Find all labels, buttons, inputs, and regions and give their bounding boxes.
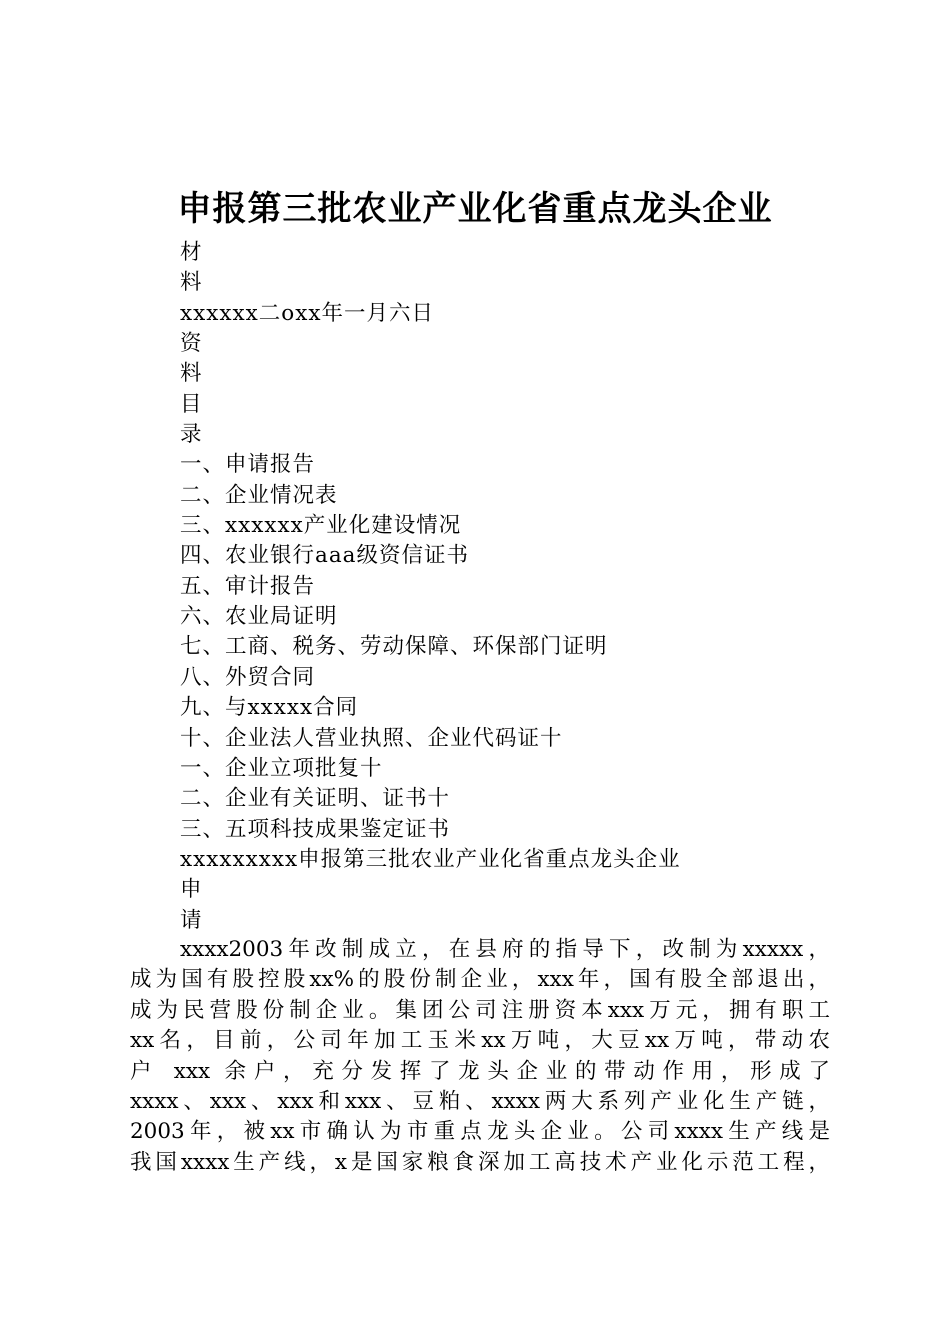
toc-item: 八、外贸合同 bbox=[180, 664, 316, 690]
toc-item: 二、企业情况表 bbox=[180, 482, 338, 508]
paragraph-line: xx名，目前，公司年加工玉米xx万吨，大豆xx万吨，带动农 bbox=[130, 1028, 830, 1054]
toc-item: 一、申请报告 bbox=[180, 452, 316, 478]
document-lines bbox=[180, 238, 860, 936]
document-title: 申报第三批农业产业化省重点龙头企业 bbox=[177, 189, 773, 229]
toc-item: 六、农业局证明 bbox=[180, 604, 338, 630]
date-line: xxxxxx二oxx年一月六日 bbox=[180, 300, 434, 326]
toc-item: 十、企业法人营业执照、企业代码证十 bbox=[180, 725, 563, 751]
toc-item: 七、工商、税务、劳动保障、环保部门证明 bbox=[180, 634, 608, 660]
paragraph-line: 成为国有股控股xx%的股份制企业，xxx年，国有股全部退出， bbox=[130, 967, 830, 993]
paragraph-line: 我国xxxx生产线，x是国家粮食深加工高技术产业化示范工程， bbox=[130, 1149, 830, 1175]
paragraph-line: 成为民营股份制企业。集团公司注册资本xxx万元，拥有职工 bbox=[130, 997, 830, 1023]
toc-item: 二、企业有关证明、证书十 bbox=[180, 786, 451, 812]
toc-item: 五、审计报告 bbox=[180, 573, 316, 599]
toc-item: 九、与xxxxx合同 bbox=[180, 695, 359, 721]
toc-item: 一、企业立项批复十 bbox=[180, 755, 383, 781]
text-line: 材 bbox=[180, 240, 203, 265]
toc-item: 四、农业银行aaa级资信证书 bbox=[180, 543, 469, 569]
paragraph-line: xxxx、xxx、xxx和xxx、豆粕、xxxx两大系列产业化生产链， bbox=[130, 1088, 830, 1114]
toc-item: 三、五项科技成果鉴定证书 bbox=[180, 816, 451, 842]
text-line: 资 bbox=[180, 331, 203, 357]
paragraph-line: 2003年，被xx市确认为市重点龙头企业。公司xxxx生产线是 bbox=[130, 1119, 830, 1145]
body-paragraph bbox=[130, 935, 830, 1178]
text-line: 请 bbox=[180, 907, 203, 933]
text-line: 申 bbox=[180, 877, 203, 903]
text-line: 料 bbox=[180, 270, 203, 296]
text-line: 录 bbox=[180, 422, 203, 448]
text-line: 目 bbox=[180, 391, 203, 417]
paragraph-line: 户 xxx 余户，充分发挥了龙头企业的带动作用，形成了 bbox=[130, 1058, 830, 1084]
text-line: 料 bbox=[180, 361, 203, 387]
paragraph-line: xxxx2003年改制成立，在县府的指导下，改制为xxxxx， bbox=[180, 937, 830, 962]
toc-item: 三、xxxxxx产业化建设情况 bbox=[180, 513, 462, 539]
section-heading: xxxxxxxxx申报第三批农业产业化省重点龙头企业 bbox=[180, 846, 681, 872]
